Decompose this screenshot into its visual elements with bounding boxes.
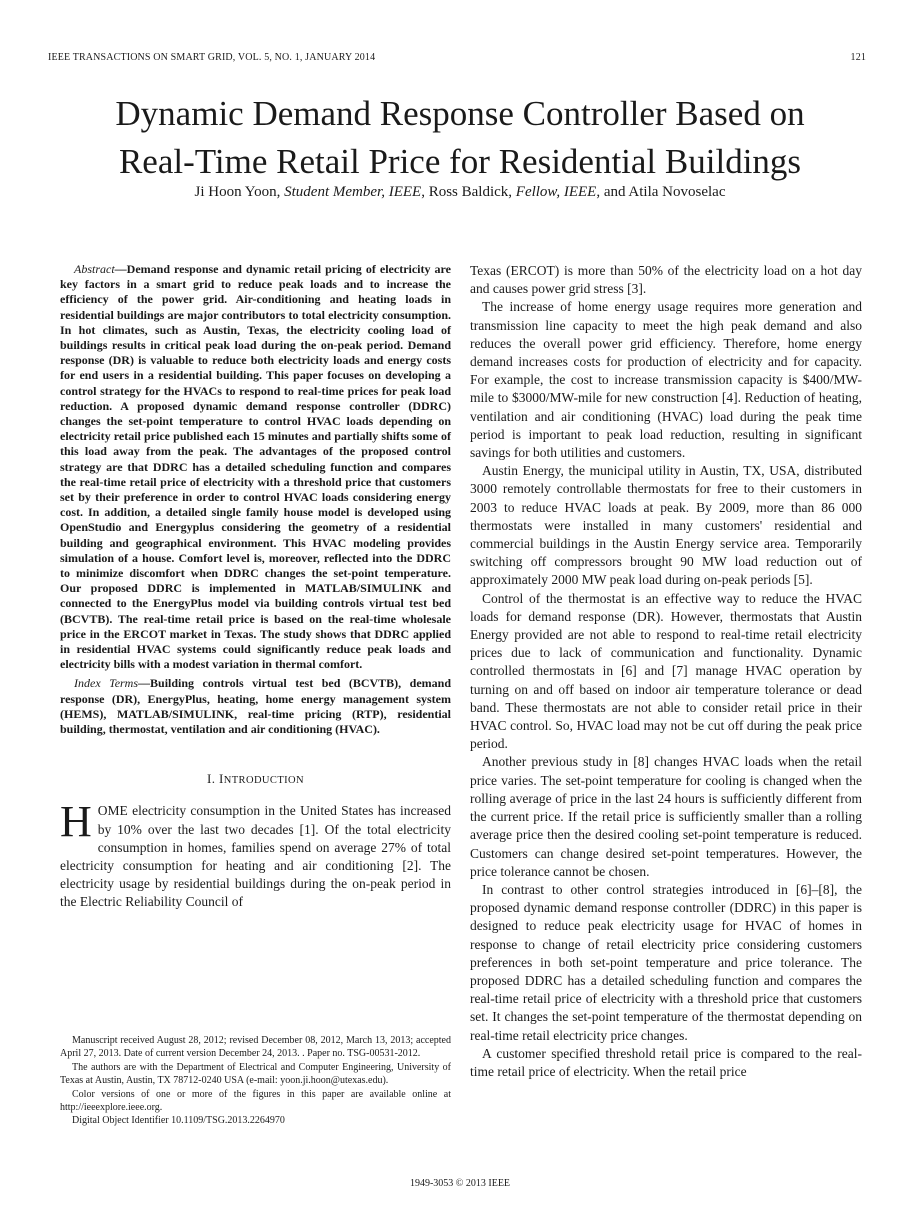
paragraph-2: The increase of home energy usage requires more generation and transmission line capacity to meet the high peak demand and also reduces the overall power grid efficiency. Therefore, home energy demand increases costs for production of electricity and for capacity. For example, the cost to increase transmission capacity is $400/MW-mile to $3000/MW-mile for new construction [4]. Reduction of heating, ventilation and air conditioning (HVAC) load during the peak time period is important to peak load reduction, resulting in significant savings for both utilities and customers. (470, 299, 862, 461)
paragraph-continuation: Texas (ERCOT) is more than 50% of the electricity load on a hot day and causes power grid stress [3]. (470, 263, 862, 297)
left-column (60, 262, 451, 912)
author-1-role: Student Member, IEEE (284, 184, 422, 200)
abstract-text: Demand response and dynamic retail pricing of electricity are key factors in a smart grid to reduce peak loads and to increase the efficiency of the power grid. Air-conditioning and heating loads in residential buildings are major contributors to total electricity consumption. In hot climates, such as Austin, Texas, the electricity cooling load of buildings results in critical peak load during the on-peak period. Demand response (DR) is valuable to reduce both electricity loads and energy costs for end users in a residential building. This paper focuses on developing a control strategy for the HVACs to respond to real-time prices for peak load reduction. A proposed dynamic demand response controller (DDRC) changes the set-point temperature to control HVAC loads depending on electricity retail price published each 15 minutes and partially shifts some of this load away from the peak. The advantages of the proposed control strategy are that DDRC has a detailed scheduling function and compares the real-time retail price of electricity with a threshold price that customers set by their preference in order to control HVAC loads considering energy cost. In addition, a detailed single family house model is developed using OpenStudio and Energyplus considering the geometry of a residential building and geographical environment. This HVAC modeling provides simulation of a house. Comfort level is, moreover, reflected into the DDRC to minimize discomfort when DDRC changes the set-point temperature. Our proposed DDRC is implemented in MATLAB/SIMULINK and connected to the EnergyPlus model via building controls virtual test bed (BCVTB). The real-time retail price is based on the real-time wholesale price in the ERCOT market in Texas. The study shows that DDRC applied in residential HVAC systems could significantly reduce peak loads and electricity bills with a modest variation in thermal comfort. (60, 262, 451, 672)
paper-title (0, 90, 920, 186)
title-line-2: Real-Time Retail Price for Residential Buildings (118, 142, 802, 181)
section-title-rest: NTRODUCTION (223, 775, 304, 787)
abstract-label: Abstract (74, 262, 115, 276)
author-line: Ji Hoon Yoon, Student Member, IEEE, Ross Baldick, Fellow, IEEE, and Atila Novoselac (194, 184, 726, 200)
paragraph-3: Austin Energy, the municipal utility in Austin, TX, USA, distributed 3000 remotely controllable thermostats for free to their customers in 2003 to reduce HVAC loads at peak. By 2009, more than 86 000 thermostats were installed in many customers' residential and commercial buildings in the Austin Energy service area. Temporarily switching off compressors brought 90 MW load reduction out of approximately 2000 MW peak load during on-peak periods [5]. (470, 463, 862, 588)
title-line-1: Dynamic Demand Response Controller Based on (115, 94, 805, 133)
intro-text: electricity consumption in the United States has increased by 10% over the last two decades [1]. Of the total electricity consumption in homes, families spend on average 27% of total electricity consumption for heating and air conditioning [2]. The electricity usage by residential buildings during the on-peak period in the Electric Reliability Council of (60, 803, 451, 910)
page-number: 121 (850, 52, 866, 63)
right-column (470, 262, 862, 1081)
first-word-rest: OME (97, 803, 128, 819)
section-heading-introduction (60, 771, 451, 787)
author-2: Ross Baldick (428, 184, 509, 200)
author-3: Atila Novoselac (628, 184, 726, 200)
paragraph-5: Another previous study in [8] changes HVAC loads when the retail price varies. The set-point temperature for cooling is changed when the rolling average of price in the last 24 hours is sufficiently different from the current price. If the retail price is sufficiently smaller than a rolling average price then the desired cooling set-point temperature is reduced. Customers can change desired set-point temperatures. However, the price tolerance cannot be chosen. (470, 754, 862, 879)
index-terms-label: Index Terms (74, 676, 139, 691)
section-title-cap: I (219, 771, 224, 787)
copyright-footer: 1949-3053 © 2013 IEEE (409, 1178, 511, 1189)
intro-paragraph-1 (60, 797, 451, 911)
drop-cap: H (60, 797, 92, 847)
section-numeral: I. (207, 771, 220, 787)
footnote-manuscript: Manuscript received August 28, 2012; revised December 08, 2012, March 13, 2013; accepted April 27, 2013. Date of current version December 24, 2013. . Paper no. TSG-00531-2012. (60, 1035, 451, 1060)
footnote-color: Color versions of one or more of the figures in this paper are available online at http://ieeexplore.ieee.org. (60, 1088, 451, 1114)
index-terms-text: Building controls virtual test bed (BCVTB), demand response (DR), EnergyPlus, heating, home energy management system (HEMS), MATLAB/SIMULINK, real-time pricing (RTP), residential building, thermostat, ventilation and air conditioning (HVAC). (60, 676, 451, 737)
paragraph-4: Control of the thermostat is an effective way to reduce the HVAC loads for demand response (DR). However, thermostats that Austin Energy provided are not able to respond to real-time retail electricity prices due to lack of communication and functionality. Dynamic controlled thermostats in [6] and [7] manage HVAC operation by turning on and off based on indoor air temperature tolerance or dead band. These thermostats are not able to consider retail price in their HVAC control. So, HVAC load may not be cut off during the peak price period. (470, 590, 862, 752)
footnote-affiliation: The authors are with the Department of Electrical and Computer Engineering, University of Texas at Austin, Austin, TX 78712-0240 USA (e-mail: yoon.ji.hoon@utexas.edu). (60, 1061, 451, 1087)
journal-name: IEEE TRANSACTIONS ON SMART GRID, VOL. 5, NO. 1, JANUARY 2014 (48, 52, 376, 63)
footnote-doi: Digital Object Identifier 10.1109/TSG.2013.2264970 (72, 1115, 285, 1127)
author-2-role: Fellow, IEEE (515, 184, 597, 200)
footnotes (60, 1034, 451, 1128)
paragraph-7: A customer specified threshold retail price is compared to the real-time retail price of electricity. When the retail price (470, 1045, 862, 1079)
author-conjunction: , and (596, 184, 626, 200)
running-header (48, 52, 866, 66)
abstract: Abstract—Demand response and dynamic retail pricing of electricity are key factors in a smart grid to reduce peak loads and to increase the efficiency of the power grid. Air-conditioning and heating loads in residential buildings are major contributors to total electricity consumption. In hot climates, such as Austin, Texas, the electricity cooling load of buildings results in critical peak load during the on-peak period. Demand response (DR) is valuable to reduce both electricity loads and energy costs for end users in a residential building. This paper focuses on developing a control strategy for the HVACs to respond to real-time prices for peak load reduction. A proposed dynamic demand response controller (DDRC) changes the set-point temperature to control HVAC loads depending on electricity retail price published each 15 minutes and partially shifts some of this load away from the peak. The advantages of the proposed control strategy are that DDRC has a detailed scheduling function and compares the real-time retail price of electricity with a threshold price that customers set by their preference in order to control HVAC loads considering energy cost. In addition, a detailed single family house model is developed using OpenStudio and Energyplus considering the geometry of a residential building and geographical environment. This HVAC modeling provides simulation of a house. Comfort level is, moreover, reflected into the DDRC to minimize discomfort when DDRC changes the set-point temperature. Our proposed DDRC is implemented in MATLAB/SIMULINK and connected to the EnergyPlus model via building controls virtual test bed (BCVTB). The real-time retail price is based on the real-time wholesale price in the ERCOT market in Texas. The study shows that DDRC applied in residential HVAC systems could significantly reduce peak loads and electricity bills with a modest variation in thermal comfort. (60, 262, 451, 672)
index-terms: Index Terms—Building controls virtual test bed (BCVTB), demand response (DR), EnergyPlus, heating, home energy management system (HEMS), MATLAB/SIMULINK, real-time pricing (RTP), residential building, thermostat, ventilation and air conditioning (HVAC). (60, 676, 451, 737)
paragraph-6: In contrast to other control strategies introduced in [6]–[8], the proposed dynamic demand response controller (DDRC) in this paper is designed to reduce peak electricity usage for HVAC of homes in response to change of retail electricity price considering customers preferences in both set-point temperature and price tolerance. The proposed DDRC has a detailed scheduling function and compares the real-time retail price of electricity with a threshold price that customers set. It changes the set-point temperature of the thermostat depending on real-time retail electricity price changes. (470, 881, 862, 1043)
author-1: Ji Hoon Yoon (194, 184, 277, 200)
